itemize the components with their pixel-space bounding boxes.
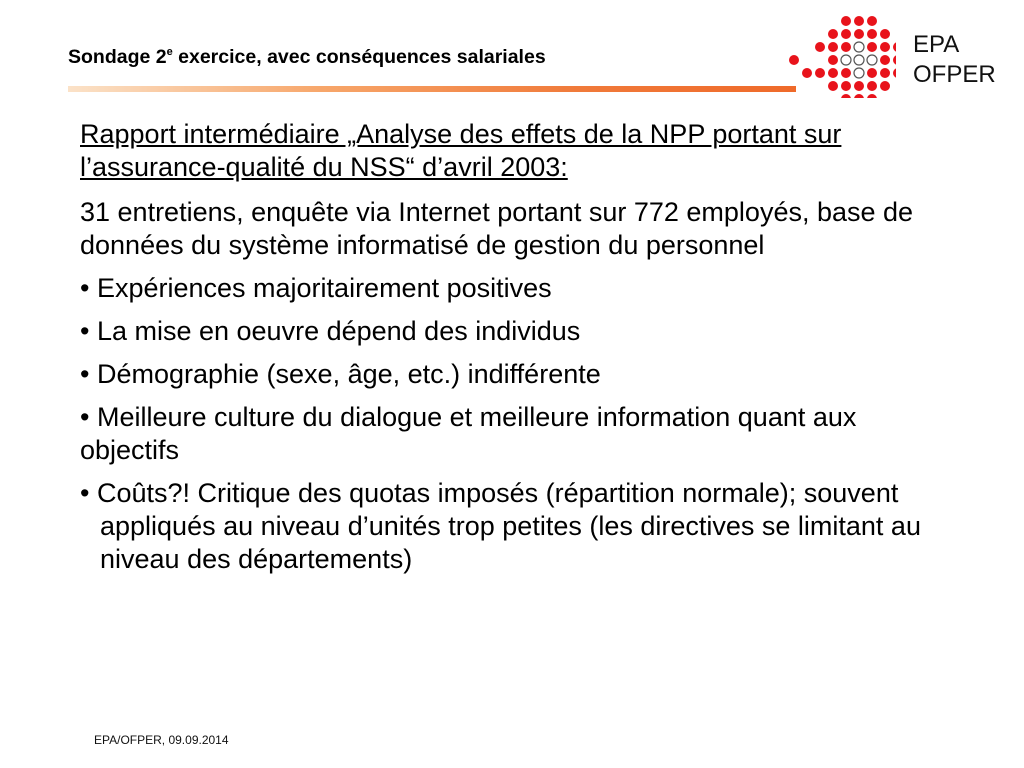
logo-dot [789, 55, 799, 65]
title-divider [68, 86, 796, 92]
logo-ring-dot [867, 55, 877, 65]
footer-text: EPA/OFPER, 09.09.2014 [94, 733, 229, 747]
title-prefix: Sondage 2 [68, 46, 167, 68]
title-superscript: e [166, 45, 173, 58]
logo-dot [867, 42, 877, 52]
logo-ring-dot [841, 55, 851, 65]
logo-line-ofper: OFPER [913, 61, 996, 88]
slide-content [80, 118, 940, 586]
logo-dot [880, 68, 890, 78]
logo-dot [854, 94, 864, 98]
logo-dot [880, 55, 890, 65]
logo-dot [841, 42, 851, 52]
logo-dot [867, 68, 877, 78]
logo-dot [867, 29, 877, 39]
logo-dot [815, 68, 825, 78]
logo-dot [828, 29, 838, 39]
logo-ring-dot [854, 42, 864, 52]
logo-dot [841, 68, 851, 78]
logo-text [913, 30, 996, 90]
logo-dot [880, 29, 890, 39]
logo-dot [880, 81, 890, 91]
bullet-item: • Démographie (sexe, âge, etc.) indifférente [80, 359, 601, 389]
logo-dot [841, 81, 851, 91]
logo-dot [893, 55, 896, 65]
logo-dot [880, 42, 890, 52]
logo-dot [802, 68, 812, 78]
logo-dot [867, 81, 877, 91]
logo-line-epa: EPA [913, 31, 960, 58]
logo-dot [893, 68, 896, 78]
logo-ring-dot [854, 55, 864, 65]
bullet-item: • Meilleure culture du dialogue et meilleure information quant aux objectifs [80, 402, 857, 465]
logo-dot [828, 68, 838, 78]
logo-dot [841, 16, 851, 26]
logo-dot [854, 81, 864, 91]
logo-ring-dot [854, 68, 864, 78]
bullet-item: • La mise en oeuvre dépend des individus [80, 316, 581, 346]
bullet-item: • Expériences majoritairement positives [80, 273, 552, 303]
logo-dot [841, 29, 851, 39]
logo-dot [867, 94, 877, 98]
logo-dot [841, 94, 851, 98]
epa-logo-icon [786, 14, 896, 98]
logo-dot [828, 42, 838, 52]
slide-title [68, 46, 546, 69]
logo-dot [828, 81, 838, 91]
bullet-item: • Coûts?! Critique des quotas imposés (répartition normale); souvent appliqués au niveau d’unités trop petites (les directives se limitant au niveau des départements) [80, 478, 921, 574]
intro-paragraph: 31 entretiens, enquête via Internet portant sur 772 employés, base de données du système informatisé de gestion du personnel [80, 197, 914, 260]
logo-dot [828, 55, 838, 65]
report-heading: Rapport intermédiaire „Analyse des effets de la NPP portant sur l’assurance-qualité du NSS“ d’avril 2003: [80, 119, 842, 182]
logo-dot [815, 42, 825, 52]
title-suffix: exercice, avec conséquences salariales [172, 46, 546, 68]
logo-dot [854, 29, 864, 39]
logo-dot [893, 42, 896, 52]
logo-dot [854, 16, 864, 26]
logo-dot [867, 16, 877, 26]
